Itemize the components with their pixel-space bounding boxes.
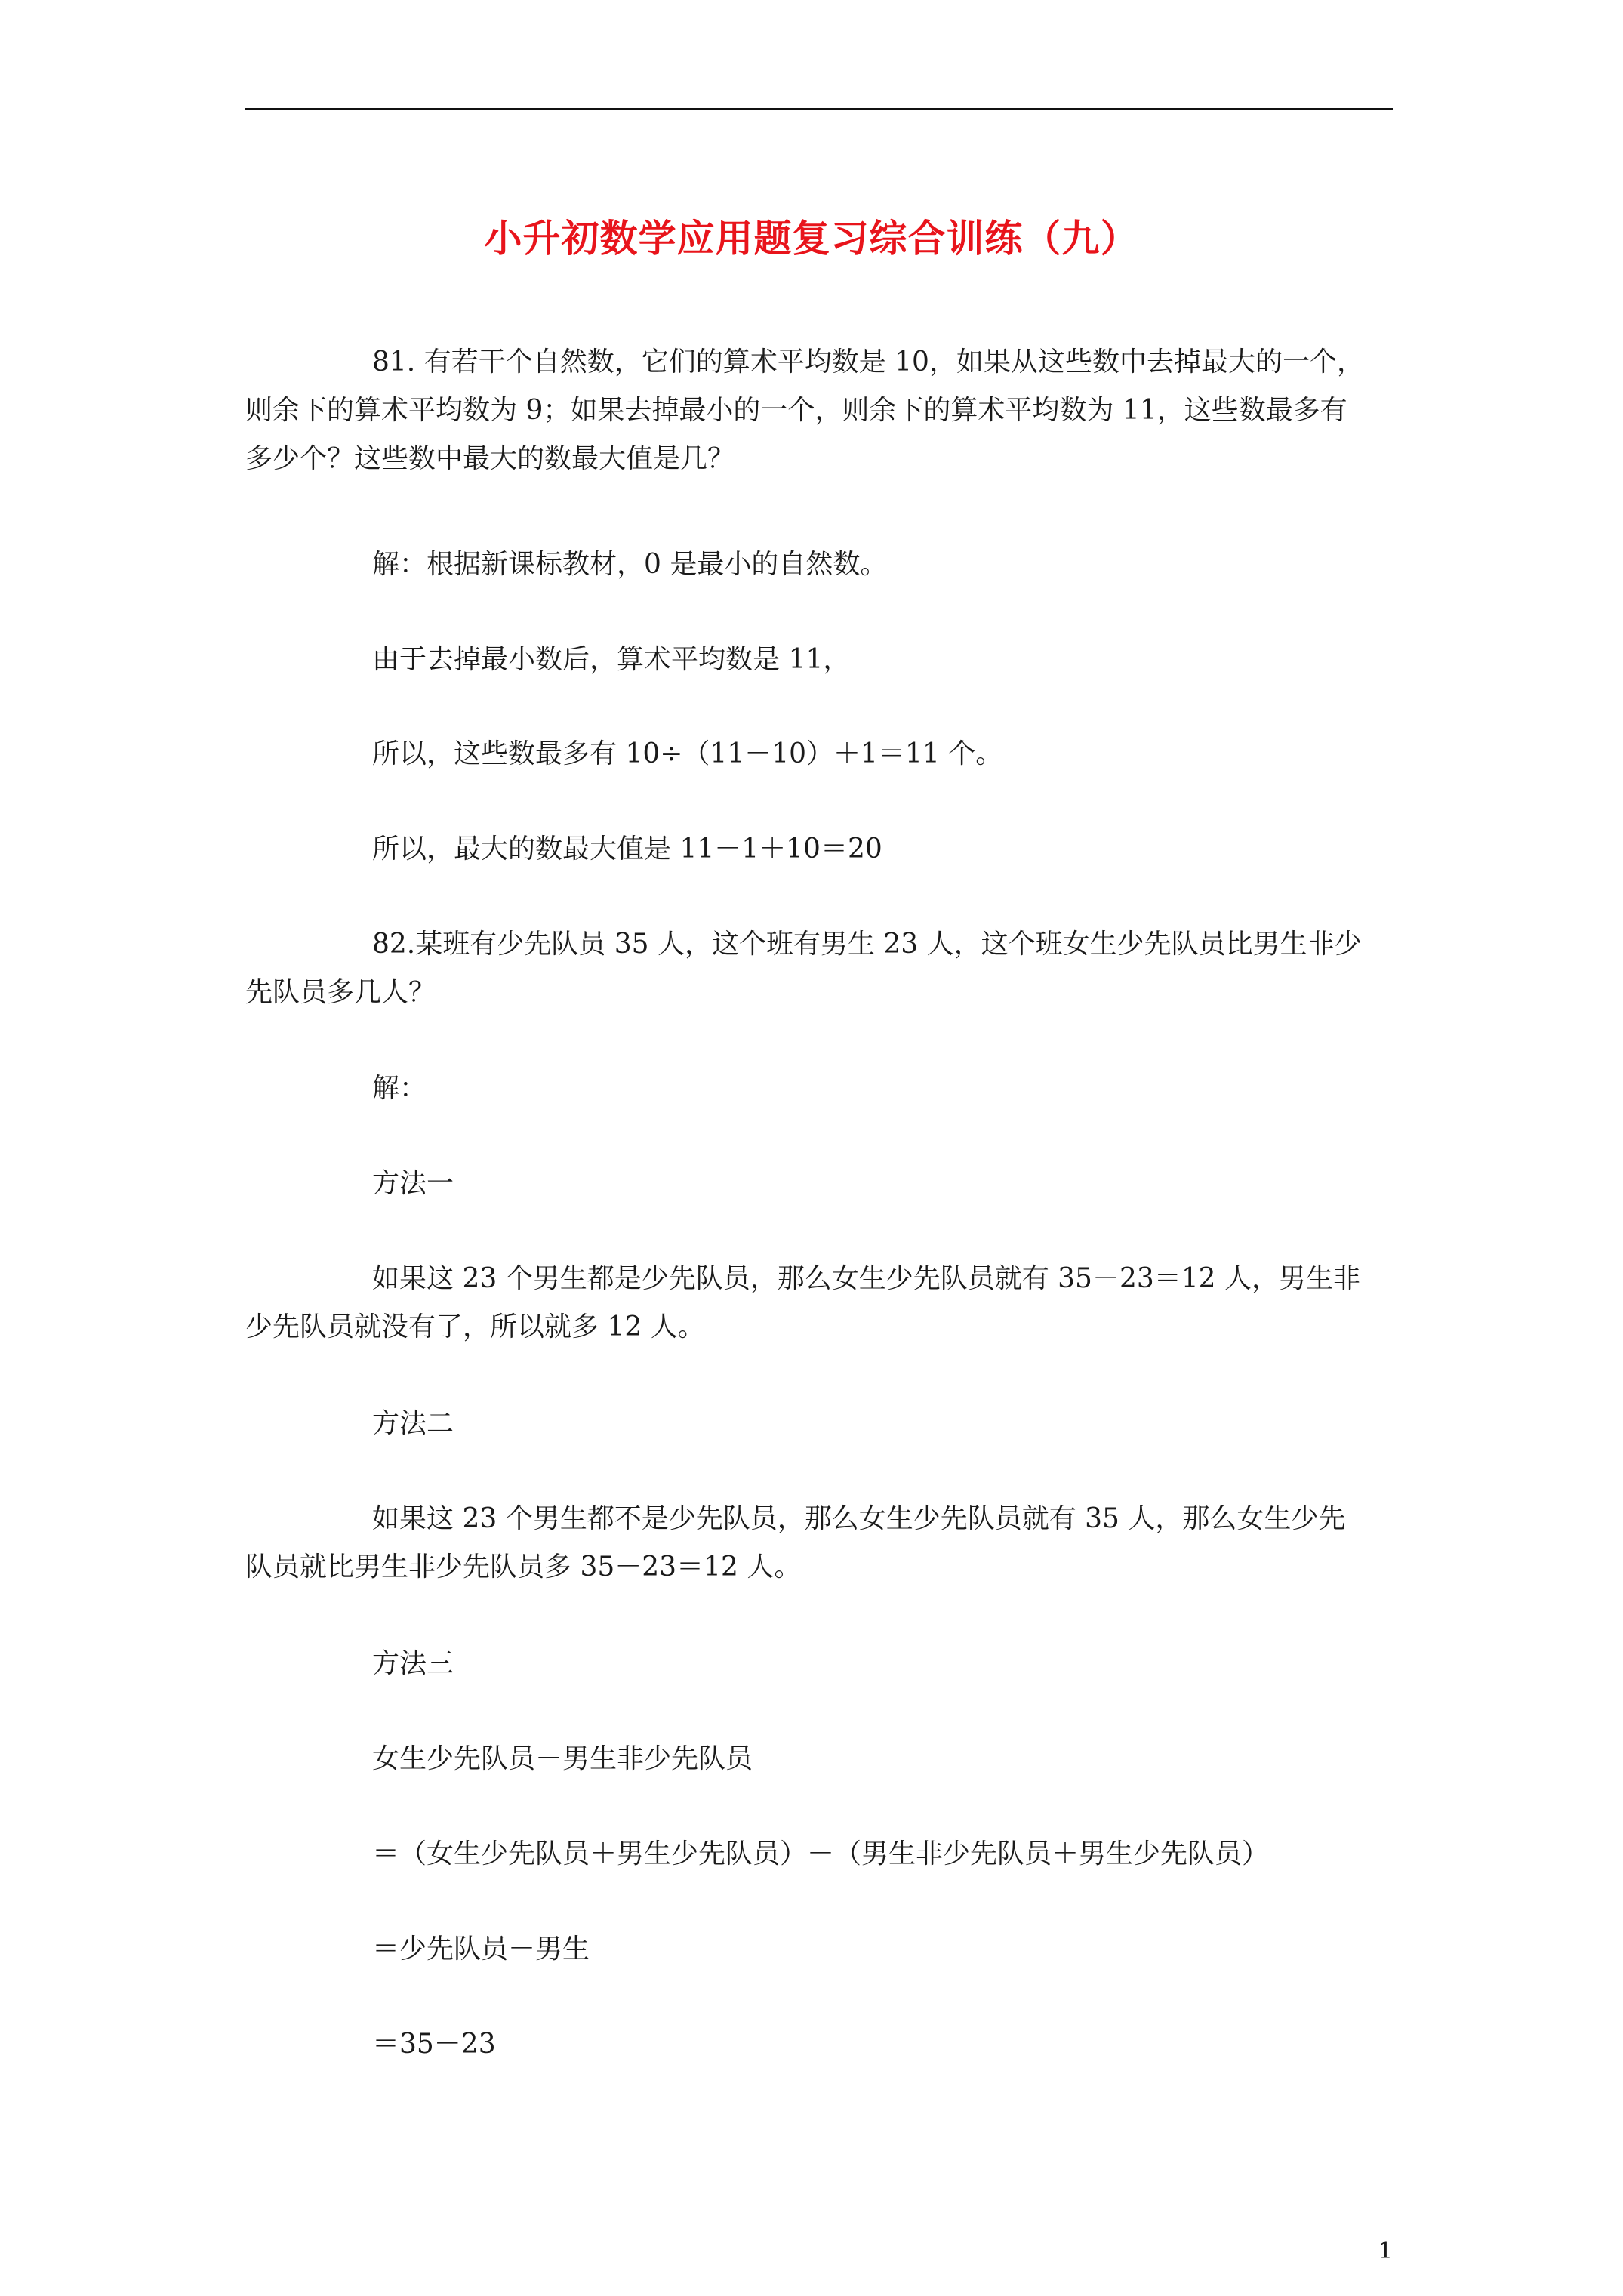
method-3-step: 女生少先队员－男生非少先队员 [372,1743,753,1774]
method-3-step: ＝（女生少先队员＋男生少先队员）－（男生非少先队员＋男生少先队员） [372,1838,1270,1869]
problem-81-solution-step: 由于去掉最小数后，算术平均数是 11， [372,644,851,675]
problem-82-question-line: 82.某班有少先队员 35 人，这个班有男生 23 人，这个班女生少先队员比男生非少 [372,929,1362,960]
header-rule [245,108,1393,110]
problem-81-question-line: 则余下的算术平均数为 9；如果去掉最小的一个，则余下的算术平均数为 11，这些数最多有 [245,395,1347,426]
problem-81-question-line: 81. 有若干个自然数，它们的算术平均数是 10，如果从这些数中去掉最大的一个， [372,347,1364,378]
document-title: 小升初数学应用题复习综合训练（九） [484,216,1139,260]
problem-82-question-line: 先队员多几人？ [245,977,436,1008]
problem-82-question [245,920,1393,1017]
method-1-label: 方法一 [372,1168,454,1199]
problem-82-solution-label: 解： [372,1073,427,1104]
problem-81-solution-step: 解：根据新课标教材，0 是最小的自然数。 [372,549,888,580]
method-2-label: 方法二 [372,1408,454,1439]
problem-81-solution-step: 所以，最大的数最大值是 11－1＋10＝20 [372,834,882,864]
method-1-text: 如果这 23 个男生都是少先队员，那么女生少先队员就有 35－23＝12 人，男生非 少先队员就没有了，所以就多 12 人。 [245,1263,1361,1342]
method-3-label: 方法三 [372,1648,454,1679]
problem-81-question-line: 多少个？这些数中最大的数最大值是几？ [245,443,735,474]
method-2-text: 如果这 23 个男生都不是少先队员，那么女生少先队员就有 35 人，那么女生少先 队员就比男生非少先队员多 35－23＝12 人。 [245,1503,1346,1583]
problem-81-solution-step: 所以，这些数最多有 10÷（11－10）＋1＝11 个。 [372,738,1003,769]
method-3-step: ＝35－23 [372,2029,496,2060]
page-number: 1 [1378,2238,1393,2264]
problem-81-question [245,338,1393,483]
method-3-step: ＝少先队员－男生 [372,1934,590,1965]
